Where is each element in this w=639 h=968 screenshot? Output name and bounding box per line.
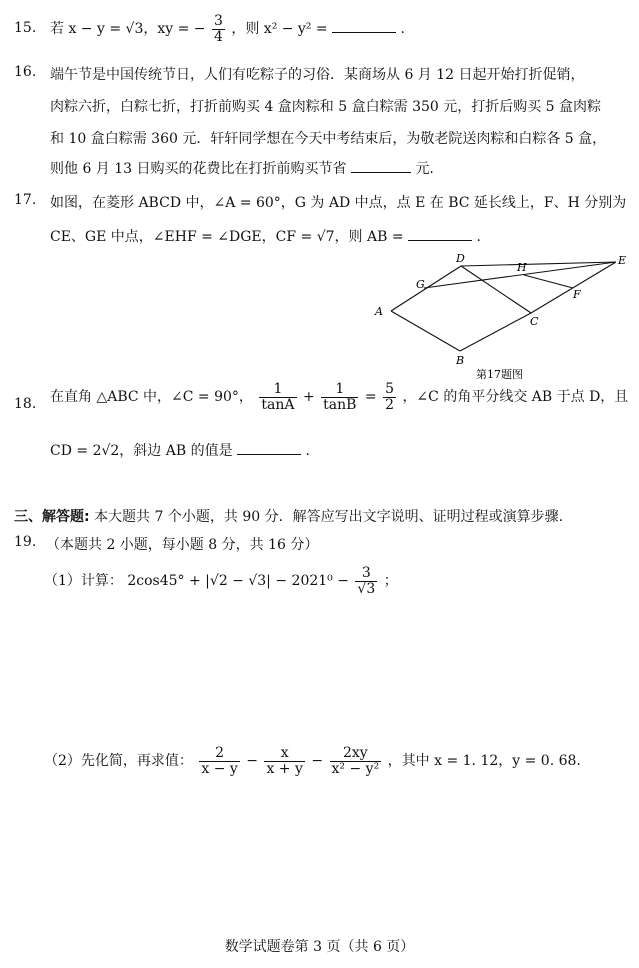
q16-line3: 和 10 盒白粽需 360 元．轩轩同学想在今天中考结束后，为敬老院送肉粽和白粽各 5 盒， xyxy=(50,131,607,147)
q18-line2 xyxy=(50,440,310,460)
q19-part2-fraction-2 xyxy=(264,746,304,776)
q18-fraction-2 xyxy=(321,382,358,412)
label-f: F xyxy=(573,288,581,301)
q18-fraction-1 xyxy=(259,382,296,412)
q19-part1-end: ； xyxy=(383,573,398,590)
q18-f3-den: 2 xyxy=(385,396,394,413)
q19-part1-frac-den: √3 xyxy=(357,580,376,597)
label-a: A xyxy=(375,305,383,318)
q15-part1: 若 xyxy=(50,21,64,38)
edge-ad xyxy=(391,266,461,311)
page-footer: 数学试题卷第 3 页（共 6 页） xyxy=(224,939,415,955)
q17-line2-text: CE、GE 中点，∠EHF = ∠DGE，CF = √7，则 AB = xyxy=(50,229,404,245)
q18-plus: + xyxy=(302,389,315,406)
q16-line4 xyxy=(50,158,434,178)
q16-number: 16. xyxy=(14,64,37,80)
q19-part2-label: （2）先化简，再求值： xyxy=(44,753,193,770)
q19-part1-frac-num: 3 xyxy=(355,566,377,582)
q19-number: 19. xyxy=(14,534,37,550)
q17-figure xyxy=(370,252,632,384)
q19-part1 xyxy=(44,566,398,596)
q18-part2: ，∠C 的角平分线交 AB 于点 D，且 xyxy=(402,389,629,406)
q19-p2-minus-2: − xyxy=(311,753,324,770)
q18-number: 18. xyxy=(14,396,37,412)
q18-f1-num: 1 xyxy=(259,382,296,398)
q15-part3: ，则 x² − y² = xyxy=(231,21,328,38)
q18-equals: = xyxy=(364,389,377,406)
q18-line2-end: . xyxy=(305,443,310,459)
q16-line1: 端午节是中国传统节日，人们有吃粽子的习俗．某商场从 6 月 12 日起开始打折促销， xyxy=(50,67,585,83)
q15-answer-blank[interactable] xyxy=(332,31,396,33)
q19-part2-end: ，其中 x = 1. 12，y = 0. 68. xyxy=(387,753,581,770)
q16-line4-text: 则他 6 月 13 日购买的花费比在打折前购买节省 xyxy=(50,161,347,177)
q19-part1-label: （1）计算： xyxy=(44,573,123,590)
q18-f2-num: 1 xyxy=(321,382,358,398)
q19-p2-f3-den: x² − y² xyxy=(331,760,380,777)
q18-f3-num: 5 xyxy=(385,381,394,397)
label-d: D xyxy=(456,252,465,265)
q17-line1: 如图，在菱形 ABCD 中，∠A = 60°，G 为 AD 中点，点 E 在 BC 延长线上，F、H 分别为 xyxy=(50,195,627,211)
q18-answer-blank[interactable] xyxy=(237,453,301,455)
q19-part2 xyxy=(44,746,581,776)
label-b: B xyxy=(456,354,465,367)
q15-number: 15. xyxy=(14,20,37,36)
label-c: C xyxy=(530,315,539,328)
q19-part1-expression: 2cos45° + |√2 − √3| − 2021⁰ − xyxy=(127,573,349,590)
q19-header: （本题共 2 小题，每小题 8 分，共 16 分） xyxy=(46,537,319,553)
section-3-heading xyxy=(14,506,563,526)
q19-part2-fraction-3 xyxy=(330,746,382,776)
q19-p2-minus-1: − xyxy=(246,753,258,770)
q18-line1 xyxy=(50,382,628,412)
q18-line2-text: CD = 2√2，斜边 AB 的值是 xyxy=(50,443,233,459)
q15-fraction xyxy=(212,14,225,44)
q18-f2-den: tanB xyxy=(323,396,357,413)
label-e: E xyxy=(618,254,627,267)
q17-answer-blank[interactable] xyxy=(408,239,472,241)
q16-answer-blank[interactable] xyxy=(351,171,411,173)
q18-part1: 在直角 △ABC 中，∠C = 90°， xyxy=(50,389,253,406)
edge-ba xyxy=(391,311,460,351)
q19-p2-f1-den: x − y xyxy=(201,760,238,777)
q17-number: 17. xyxy=(14,192,37,208)
section-3-description: 本大题共 7 个小题，共 90 分．解答应写出文字说明、证明过程或演算步骤. xyxy=(94,509,564,525)
q17-line2-end: . xyxy=(476,229,481,245)
q18-f1-den: tanA xyxy=(261,396,295,413)
q19-p2-f1-num: 2 xyxy=(199,746,239,762)
q19-p2-f3-num: 2xy xyxy=(330,746,382,762)
q16-line2: 肉粽六折，白粽七折，打折前购买 4 盒肉粽和 5 盒白粽需 350 元，打折后购买 5 盒肉粽 xyxy=(50,99,602,115)
q19-part2-fraction-1 xyxy=(199,746,239,776)
q19-p2-f2-den: x + y xyxy=(266,760,303,777)
q16-line4-end: 元. xyxy=(415,161,434,177)
q15-part2: x − y = √3，xy = − xyxy=(68,21,206,38)
section-3-title: 三、解答题: xyxy=(14,509,90,525)
label-h: H xyxy=(517,261,527,274)
q15-end: . xyxy=(400,21,405,38)
edge-hf xyxy=(524,275,573,288)
q18-fraction-3 xyxy=(383,382,396,412)
figure-caption: 第17题图 xyxy=(476,368,523,381)
q19-part1-fraction xyxy=(355,566,377,596)
q17-line2 xyxy=(50,226,481,246)
label-g: G xyxy=(416,278,425,291)
q19-p2-f2-num: x xyxy=(264,746,304,762)
q15-frac-num: 3 xyxy=(213,13,223,29)
q15-frac-den: 4 xyxy=(213,28,223,45)
edge-cb xyxy=(460,313,531,351)
q15-text xyxy=(50,14,405,44)
